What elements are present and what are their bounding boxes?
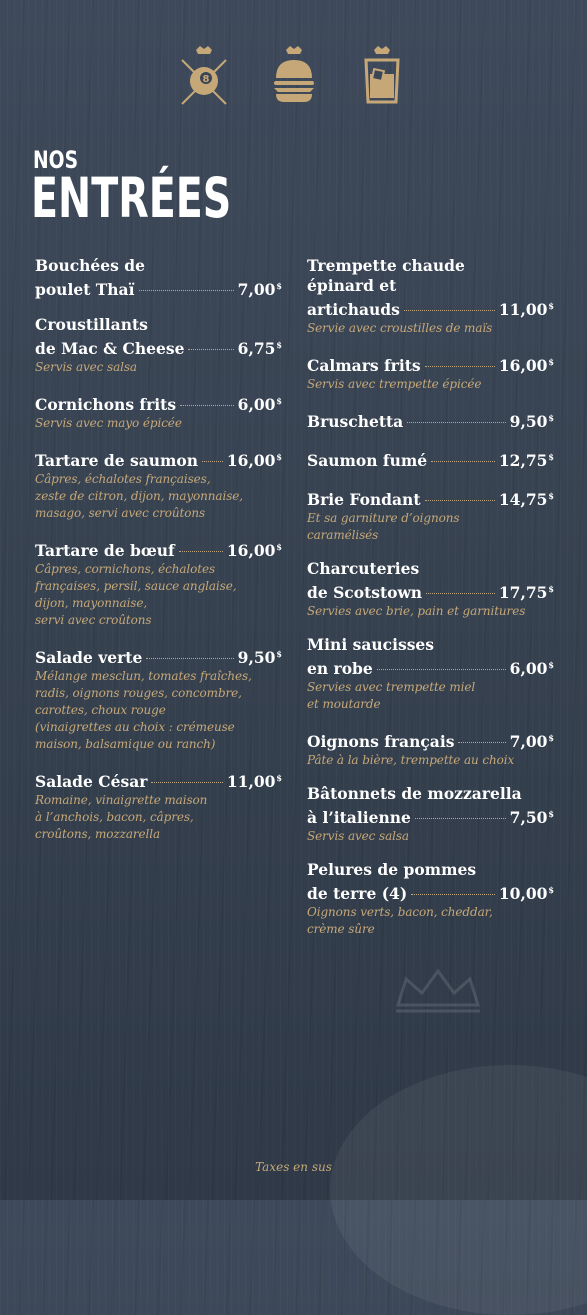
currency-symbol: $	[276, 340, 282, 350]
price-value: 6,00	[509, 659, 548, 678]
item-description: Pâte à la bière, trempette au choix	[307, 753, 515, 767]
crown-decoration-icon	[392, 965, 484, 1015]
item-price	[510, 804, 554, 828]
bun-decoration	[330, 1065, 587, 1315]
item-name: Croustillants	[35, 315, 148, 334]
item-price	[227, 537, 282, 561]
item-description: carottes, choux rouge	[35, 703, 166, 717]
menu-item	[307, 860, 554, 938]
item-name-row	[307, 579, 554, 603]
dotted-leader	[151, 782, 222, 783]
currency-symbol: $	[276, 452, 282, 462]
item-name-row	[35, 391, 282, 415]
item-name: de Mac & Cheese	[35, 339, 185, 358]
left-column	[35, 256, 282, 858]
item-description: Servis avec salsa	[35, 360, 137, 374]
price-value: 16,00	[226, 541, 276, 560]
currency-symbol: $	[548, 885, 554, 895]
menu-item	[307, 784, 554, 845]
item-name-row	[307, 486, 554, 510]
item-description: Servie avec croustilles de maïs	[307, 321, 493, 335]
item-name-row	[35, 644, 282, 668]
menu-item	[307, 635, 554, 713]
billiard-ball-icon	[176, 44, 232, 106]
currency-symbol: $	[276, 281, 282, 291]
item-price	[499, 880, 554, 904]
item-description: caramélisés	[307, 528, 379, 542]
item-description: Servies avec trempette miel	[307, 680, 476, 694]
item-name: de Scotstown	[307, 583, 423, 602]
dotted-leader	[146, 658, 233, 659]
item-description: Mélange mesclun, tomates fraîches,	[35, 669, 252, 683]
dotted-leader	[425, 366, 495, 367]
item-name: Salade César	[35, 772, 148, 791]
currency-symbol: $	[548, 809, 554, 819]
item-price	[227, 447, 282, 471]
currency-symbol: $	[548, 491, 554, 501]
drink-glass-icon	[354, 44, 410, 106]
menu-item	[307, 352, 554, 393]
title-small: NOS	[33, 146, 79, 174]
item-name: Oignons français	[307, 732, 455, 751]
currency-symbol: $	[276, 396, 282, 406]
dotted-leader	[458, 742, 505, 743]
price-value: 7,00	[509, 732, 548, 751]
right-column	[307, 256, 554, 953]
dotted-leader	[179, 551, 223, 552]
item-name: Calmars frits	[307, 356, 421, 375]
item-name-row	[35, 276, 282, 300]
page-title: ENTRÉES	[31, 166, 232, 230]
item-description: maison, balsamique ou ranch)	[35, 737, 216, 751]
item-name-row	[307, 447, 554, 471]
item-name: Tartare de bœuf	[35, 541, 175, 560]
dotted-leader	[411, 894, 495, 895]
currency-symbol: $	[548, 660, 554, 670]
price-value: 7,50	[509, 808, 548, 827]
menu-item	[35, 315, 282, 376]
item-price	[227, 768, 282, 792]
item-name: Pelures de pommes	[307, 860, 477, 879]
menu-item	[35, 644, 282, 753]
item-description: radis, oignons rouges, concombre,	[35, 686, 242, 700]
item-price	[499, 352, 554, 376]
item-description: Servis avec salsa	[307, 829, 409, 843]
item-name: Charcuteries	[307, 559, 420, 578]
dotted-leader	[188, 349, 233, 350]
price-value: 10,00	[498, 884, 548, 903]
item-description: à l’anchois, bacon, câpres,	[35, 810, 194, 824]
currency-symbol: $	[276, 649, 282, 659]
item-name-row	[307, 352, 554, 376]
dotted-leader	[431, 461, 495, 462]
item-name-row	[307, 296, 554, 320]
price-value: 11,00	[226, 772, 276, 791]
item-name: Salade verte	[35, 648, 143, 667]
item-name: Mini saucisses	[307, 635, 435, 654]
item-name: Brie Fondant	[307, 490, 421, 509]
taxes-note: Taxes en sus	[255, 1160, 332, 1174]
item-description: Servis avec mayo épicée	[35, 416, 182, 430]
item-price	[510, 408, 554, 432]
item-name-row	[307, 655, 554, 679]
price-value: 11,00	[498, 300, 548, 319]
item-price	[510, 655, 554, 679]
item-name-row	[35, 447, 282, 471]
dotted-leader	[139, 290, 234, 291]
menu-item	[307, 256, 554, 337]
item-description: Servis avec trempette épicée	[307, 377, 482, 391]
currency-symbol: $	[276, 773, 282, 783]
dotted-leader	[202, 461, 223, 462]
item-price	[499, 579, 554, 603]
item-name-row	[35, 335, 282, 359]
item-description: masago, servi avec croûtons	[35, 506, 206, 520]
dotted-leader	[377, 669, 506, 670]
price-value: 6,75	[237, 339, 276, 358]
menu-item	[35, 537, 282, 629]
item-name: Trempette chaude	[307, 256, 465, 275]
item-price	[238, 335, 282, 359]
item-description: crème sûre	[307, 922, 375, 936]
item-name: artichauds	[307, 300, 400, 319]
item-name: poulet Thaï	[35, 280, 135, 299]
currency-symbol: $	[548, 413, 554, 423]
menu-item	[307, 408, 554, 432]
currency-symbol: $	[548, 357, 554, 367]
menu-item	[307, 728, 554, 769]
svg-text:8: 8	[202, 74, 210, 85]
item-price	[499, 486, 554, 510]
price-value: 16,00	[498, 356, 548, 375]
item-price	[510, 728, 554, 752]
item-name: Bâtonnets de mozzarella	[307, 784, 522, 803]
item-description: Et sa garniture d’oignons	[307, 511, 460, 525]
item-description: Câpres, cornichons, échalotes	[35, 562, 216, 576]
item-price	[499, 447, 554, 471]
item-description: croûtons, mozzarella	[35, 827, 161, 841]
item-name: épinard et	[307, 276, 397, 295]
dotted-leader	[180, 405, 234, 406]
item-name: à l’italienne	[307, 808, 411, 827]
item-name-row	[35, 768, 282, 792]
price-value: 7,00	[237, 280, 276, 299]
item-name-row	[307, 728, 554, 752]
currency-symbol: $	[276, 542, 282, 552]
item-price	[238, 644, 282, 668]
item-price	[499, 296, 554, 320]
item-description: servi avec croûtons	[35, 613, 152, 627]
item-description: Romaine, vinaigrette maison	[35, 793, 208, 807]
item-price	[238, 276, 282, 300]
dotted-leader	[407, 422, 505, 423]
item-name: Tartare de saumon	[35, 451, 199, 470]
menu-item	[307, 447, 554, 471]
price-value: 9,50	[509, 412, 548, 431]
currency-symbol: $	[548, 452, 554, 462]
item-description: dijon, mayonnaise,	[35, 596, 148, 610]
dotted-leader	[415, 818, 506, 819]
item-name-row	[307, 408, 554, 432]
item-description: Servies avec brie, pain et garnitures	[307, 604, 526, 618]
item-name: en robe	[307, 659, 373, 678]
item-name: de terre (4)	[307, 884, 408, 903]
menu-item	[35, 256, 282, 300]
menu-item	[35, 768, 282, 843]
price-value: 6,00	[237, 395, 276, 414]
item-name: Bruschetta	[307, 412, 404, 431]
header-icons	[0, 44, 587, 106]
item-name: Cornichons frits	[35, 395, 177, 414]
item-description: Oignons verts, bacon, cheddar,	[307, 905, 493, 919]
item-description: zeste de citron, dijon, mayonnaise,	[35, 489, 244, 503]
price-value: 14,75	[498, 490, 548, 509]
currency-symbol: $	[548, 301, 554, 311]
item-name: Bouchées de	[35, 256, 145, 275]
price-value: 17,75	[498, 583, 548, 602]
item-description: et moutarde	[307, 697, 381, 711]
item-name-row	[35, 537, 282, 561]
item-name: Saumon fumé	[307, 451, 428, 470]
price-value: 12,75	[498, 451, 548, 470]
burger-icon	[266, 44, 322, 106]
price-value: 9,50	[237, 648, 276, 667]
menu-item	[307, 559, 554, 620]
item-price	[238, 391, 282, 415]
item-name-row	[307, 804, 554, 828]
item-description: (vinaigrettes au choix : crémeuse	[35, 720, 235, 734]
dotted-leader	[404, 310, 495, 311]
dotted-leader	[425, 500, 495, 501]
item-description: Câpres, échalotes françaises,	[35, 472, 211, 486]
item-name-row	[307, 880, 554, 904]
currency-symbol: $	[548, 584, 554, 594]
menu-item	[307, 486, 554, 544]
price-value: 16,00	[226, 451, 276, 470]
currency-symbol: $	[548, 733, 554, 743]
menu-item	[35, 447, 282, 522]
menu-item	[35, 391, 282, 432]
item-description: françaises, persil, sauce anglaise,	[35, 579, 237, 593]
dotted-leader	[426, 593, 495, 594]
